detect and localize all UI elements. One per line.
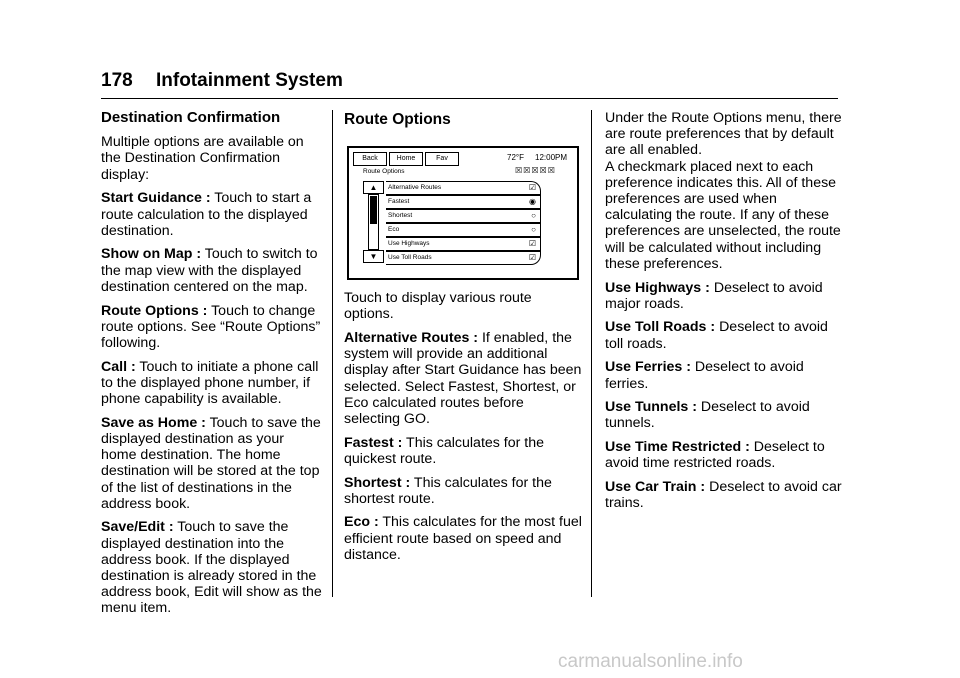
- option-shortest: Shortest ○: [386, 209, 541, 223]
- term: Eco :: [344, 514, 379, 531]
- definition: Touch to switch to the map view with the displayed destination centered on the map.: [101, 246, 318, 295]
- radio-icon: ○: [531, 225, 536, 234]
- middle-column: [344, 290, 582, 571]
- column-divider: [332, 110, 333, 597]
- temperature: 72°F: [507, 153, 524, 162]
- option-eco: Eco ○: [386, 223, 541, 237]
- term: Use Ferries :: [605, 359, 691, 376]
- scroll-thumb: [370, 196, 377, 224]
- term: Save as Home :: [101, 414, 206, 431]
- fav-button: Fav: [425, 152, 459, 166]
- definition: Touch to start a route calculation to the displayed destination.: [101, 190, 312, 239]
- checkbox-icon: ☑: [528, 183, 536, 192]
- left-column: [101, 110, 323, 624]
- definition: Deselect to avoid toll roads.: [605, 319, 828, 352]
- term: Fastest :: [344, 434, 403, 451]
- checkbox-icon: ☑: [528, 253, 536, 262]
- term: Use Car Train :: [605, 479, 706, 496]
- definition-item: [605, 359, 843, 391]
- definition: This calculates for the most fuel efficient route based on speed and distance.: [344, 514, 582, 563]
- definition-item: [101, 303, 323, 352]
- term: Shortest :: [344, 474, 411, 491]
- term: Start Guidance :: [101, 190, 211, 207]
- radio-icon: ○: [531, 211, 536, 220]
- route-options-screen-figure: [347, 146, 579, 280]
- option-use-toll-roads: Use Toll Roads ☑: [386, 251, 541, 265]
- definition: Deselect to avoid car trains.: [605, 479, 842, 512]
- definition-item: [344, 514, 582, 563]
- page-number: 178: [101, 70, 133, 91]
- definition-item: [344, 330, 582, 427]
- definition-item: [344, 475, 582, 507]
- paragraph: Multiple options are available on the Destination Confirmation display:: [101, 134, 304, 183]
- paragraph: A checkmark placed next to each preference indicates this. All of these preferences are used when calculating the route. If any of these preferences are unselected, the route will be calculated without including these preferences.: [605, 158, 841, 272]
- column-divider: [591, 110, 592, 597]
- definition: Deselect to avoid time restricted roads.: [605, 439, 825, 472]
- definition: Touch to save the displayed destination as your home destination. The home destination will be stored at the top of the list of destinations in the address book.: [101, 414, 321, 512]
- clock: 12:00PM: [535, 153, 568, 162]
- definition-item: [101, 519, 323, 616]
- page-title: Infotainment System: [155, 70, 343, 91]
- definition-item: [605, 399, 843, 431]
- term: Show on Map :: [101, 246, 202, 263]
- paragraph: Touch to display various route options.: [344, 290, 532, 323]
- option-alternative-routes: Alternative Routes ☑: [386, 181, 541, 195]
- definition: Deselect to avoid ferries.: [605, 359, 804, 392]
- definition-item: [605, 319, 843, 351]
- definition-item: [101, 246, 323, 295]
- scrollbar: [363, 181, 382, 261]
- definition: Deselect to avoid major roads.: [605, 279, 823, 312]
- right-column: [605, 110, 843, 519]
- term: Use Time Restricted :: [605, 439, 750, 456]
- checkbox-icon: ☑: [528, 239, 536, 248]
- definition: Touch to initiate a phone call to the displayed phone number, if phone capability is available.: [101, 358, 319, 408]
- scroll-up-icon: ▲: [363, 181, 384, 194]
- term: Route Options :: [101, 302, 208, 319]
- term: Call :: [101, 358, 136, 375]
- term: Save/Edit :: [101, 519, 174, 536]
- section-heading: Route Options: [344, 111, 451, 128]
- screen-title: Route Options: [363, 168, 405, 175]
- definition: This calculates for the shortest route.: [344, 474, 552, 507]
- scroll-track: [368, 194, 379, 250]
- paragraph: Under the Route Options menu, there are route preferences that by default are all enabled.: [605, 110, 842, 159]
- definition-item: [101, 190, 323, 239]
- definition: If enabled, the system will provide an additional display after Start Guidance has been selected. Select Fastest, Shortest, or Eco calculated routes before selecting GO.: [344, 329, 582, 427]
- definition-item: [101, 415, 323, 512]
- definition: Deselect to avoid tunnels.: [605, 399, 810, 432]
- term: Use Highways :: [605, 279, 710, 296]
- definition: This calculates for the quickest route.: [344, 434, 545, 467]
- definition-item: [605, 479, 843, 511]
- definition-item: [101, 359, 323, 408]
- term: Use Tunnels :: [605, 399, 697, 416]
- header-rule: [101, 98, 838, 99]
- home-button: Home: [389, 152, 423, 166]
- section-heading: Destination Confirmation: [101, 109, 281, 126]
- page-header: [101, 70, 343, 92]
- definition-item: [344, 435, 582, 467]
- definition-item: [605, 280, 843, 312]
- radio-selected-icon: ◉: [529, 197, 536, 206]
- watermark: carmanualsonline.info: [558, 651, 743, 672]
- option-fastest: Fastest ◉: [386, 195, 541, 209]
- option-use-highways: Use Highways ☑: [386, 237, 541, 251]
- definition-item: [605, 439, 843, 471]
- scroll-down-icon: ▼: [363, 250, 384, 263]
- back-button: Back: [353, 152, 387, 166]
- definition: Touch to change route options. See “Route Options” following.: [101, 302, 321, 351]
- term: Alternative Routes :: [344, 329, 479, 346]
- definition: Touch to save the displayed destination into the address book. If the displayed destination is already stored in the address book, Edit will show as the menu item.: [101, 519, 322, 617]
- term: Use Toll Roads :: [605, 319, 716, 336]
- status-icons: ☒☒☒☒☒: [515, 166, 556, 175]
